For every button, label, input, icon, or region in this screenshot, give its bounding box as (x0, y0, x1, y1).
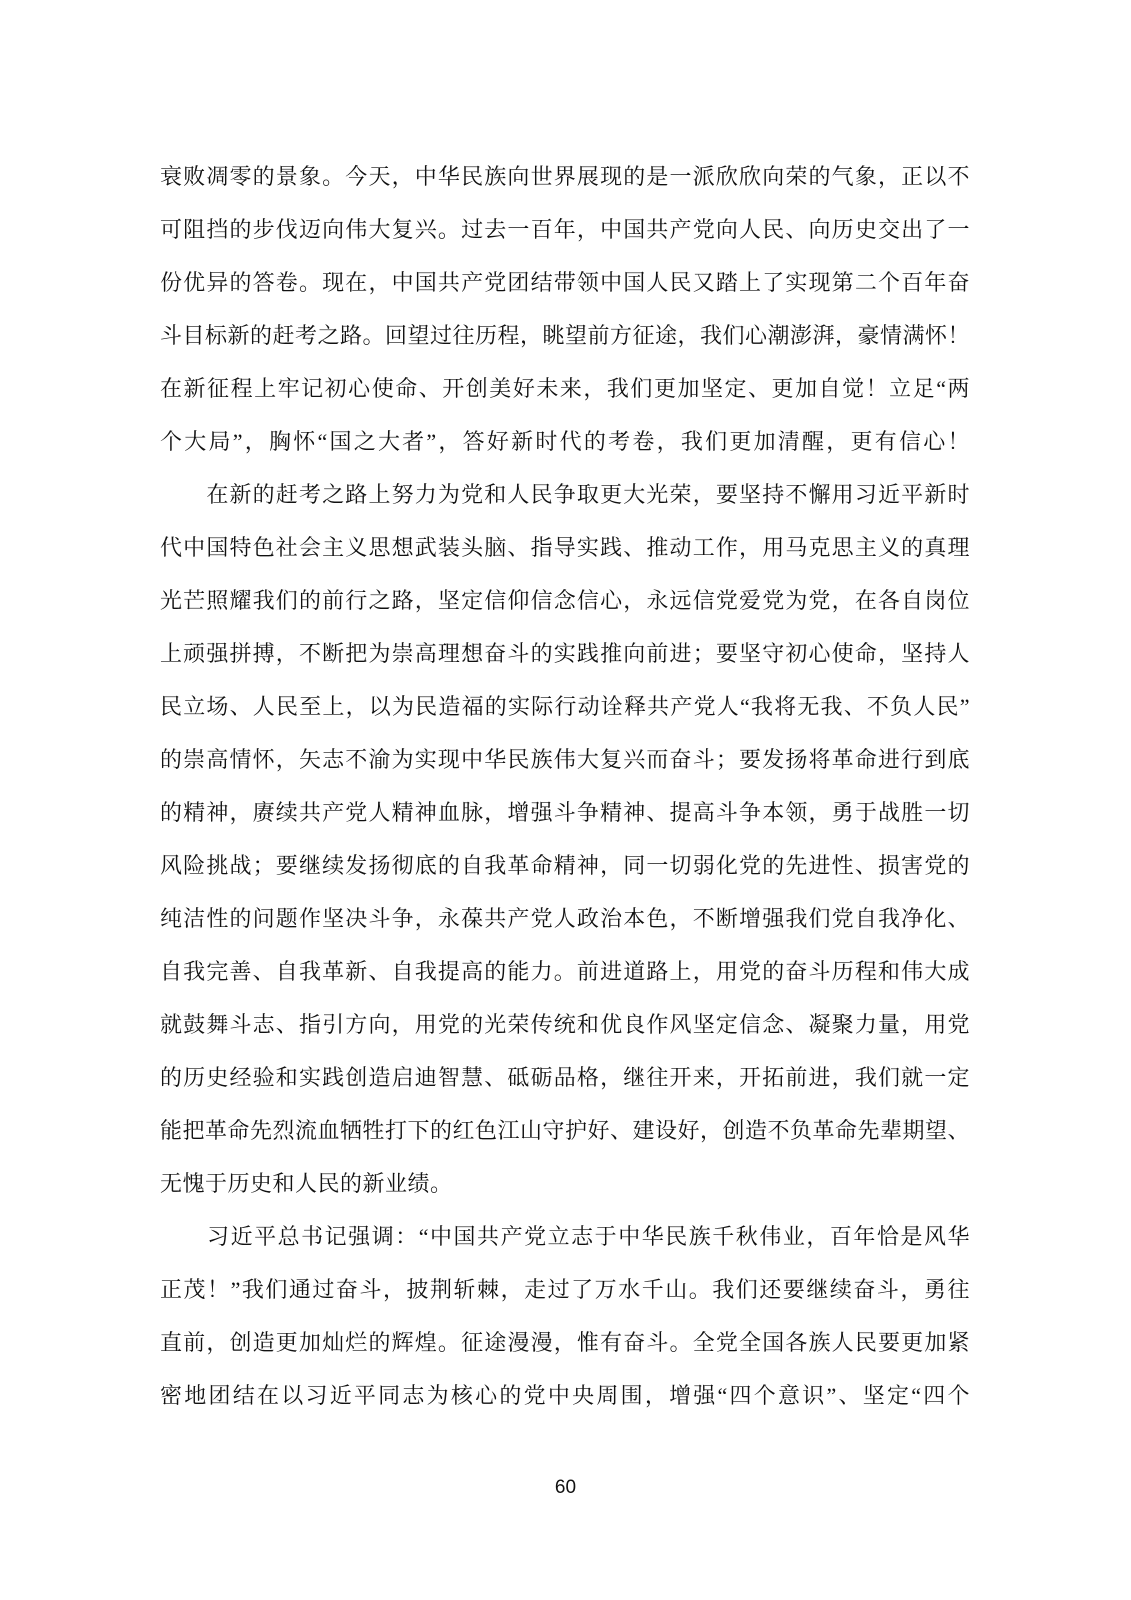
text-line: 的崇高情怀，矢志不渝为实现中华民族伟大复兴而奋斗；要发扬将革命进行到底 (160, 747, 970, 772)
page-number: 60 (554, 1477, 577, 1498)
text-line: 上顽强拼搏，不断把为崇高理想奋斗的实践推向前进；要坚守初心使命，坚持人 (160, 641, 970, 666)
text-line: 在新的赶考之路上努力为党和人民争取更大光荣，要坚持不懈用习近平新时 (160, 482, 970, 507)
text-line: 民立场、人民至上，以为民造福的实际行动诠释共产党人“我将无我、不负人民” (160, 694, 970, 719)
text-line: 就鼓舞斗志、指引方向，用党的光荣传统和优良作风坚定信念、凝聚力量，用党 (160, 1012, 970, 1037)
text-line: 可阻挡的步伐迈向伟大复兴。过去一百年，中国共产党向人民、向历史交出了一 (160, 217, 970, 242)
text-line: 衰败凋零的景象。今天，中华民族向世界展现的是一派欣欣向荣的气象，正以不 (160, 164, 970, 189)
text-line: 习近平总书记强调：“中国共产党立志于中华民族千秋伟业，百年恰是风华 (160, 1224, 970, 1249)
text-line: 纯洁性的问题作坚决斗争，永葆共产党人政治本色，不断增强我们党自我净化、 (160, 906, 970, 931)
paragraph-2 (160, 468, 970, 1210)
text-line: 风险挑战；要继续发扬彻底的自我革命精神，同一切弱化党的先进性、损害党的 (160, 853, 970, 878)
text-line: 能把革命先烈流血牺牲打下的红色江山守护好、建设好，创造不负革命先辈期望、 (160, 1118, 970, 1143)
text-line: 正茂！”我们通过奋斗，披荆斩棘，走过了万水千山。我们还要继续奋斗，勇往 (160, 1277, 970, 1302)
page-footer (0, 1477, 1131, 1499)
text-line: 直前，创造更加灿烂的辉煌。征途漫漫，惟有奋斗。全党全国各族人民要更加紧 (160, 1330, 970, 1355)
text-line: 斗目标新的赶考之路。回望过往历程，眺望前方征途，我们心潮澎湃，豪情满怀！ (160, 323, 970, 348)
text-line: 的精神，赓续共产党人精神血脉，增强斗争精神、提高斗争本领，勇于战胜一切 (160, 800, 970, 825)
text-line: 份优异的答卷。现在，中国共产党团结带领中国人民又踏上了实现第二个百年奋 (160, 270, 970, 295)
text-line: 密地团结在以习近平同志为核心的党中央周围，增强“四个意识”、坚定“四个 (160, 1383, 970, 1408)
text-line: 个大局”，胸怀“国之大者”，答好新时代的考卷，我们更加清醒，更有信心！ (160, 429, 970, 454)
text-line: 自我完善、自我革新、自我提高的能力。前进道路上，用党的奋斗历程和伟大成 (160, 959, 970, 984)
text-line: 无愧于历史和人民的新业绩。 (160, 1171, 453, 1196)
text-line: 光芒照耀我们的前行之路，坚定信仰信念信心，永远信党爱党为党，在各自岗位 (160, 588, 970, 613)
text-line: 的历史经验和实践创造启迪智慧、砥砺品格，继往开来，开拓前进，我们就一定 (160, 1065, 970, 1090)
paragraph-1 (160, 150, 970, 468)
paragraph-3 (160, 1210, 970, 1422)
document-body (160, 150, 970, 1422)
text-line: 代中国特色社会主义思想武装头脑、指导实践、推动工作，用马克思主义的真理 (160, 535, 970, 560)
text-line: 在新征程上牢记初心使命、开创美好未来，我们更加坚定、更加自觉！立足“两 (160, 376, 970, 401)
